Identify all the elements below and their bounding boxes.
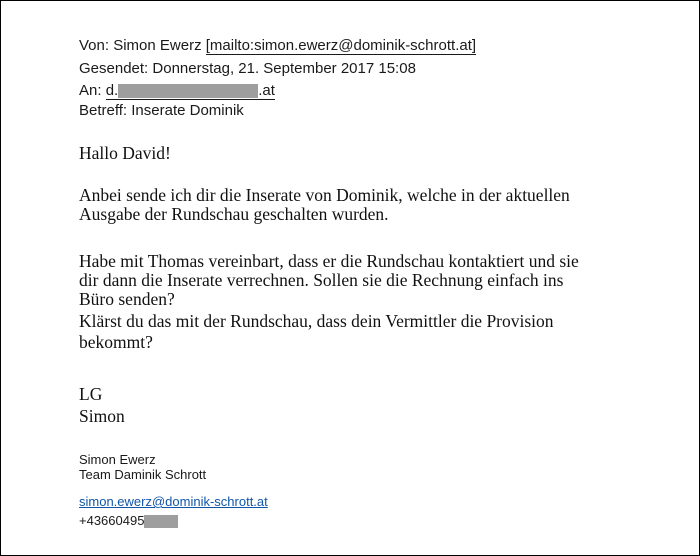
to-address-prefix: d.	[105, 82, 119, 99]
from-mailto-link[interactable]: [mailto:simon.ewerz@dominik-schrott.at]	[205, 37, 477, 54]
greeting: Hallo David!	[79, 143, 171, 163]
subject-label: Betreff:	[79, 102, 128, 119]
sent-label: Gesendet:	[79, 60, 149, 77]
sent-value: Donnerstag, 21. September 2017 15:08	[152, 60, 416, 77]
from-label: Von:	[79, 37, 110, 54]
paragraph-2-line-2: dir dann die Inserate verrechnen. Sollen sie die Rechnung einfach ins	[79, 270, 564, 290]
to-address[interactable]	[106, 82, 275, 100]
paragraph-1-line-1: Anbei sende ich dir die Inserate von Dominik, welche in der aktuellen	[79, 185, 570, 205]
paragraph-1-line-2: Ausgabe der Rundschau geschalten wurden.	[79, 204, 389, 224]
phone-redaction-block	[144, 515, 178, 528]
paragraph-2-line-1: Habe mit Thomas vereinbart, dass er die Rundschau kontaktiert und sie	[79, 251, 579, 271]
from-line	[79, 37, 476, 54]
to-line	[79, 82, 275, 99]
paragraph-3-line-1: Klärst du das mit der Rundschau, dass dein Vermittler die Provision	[79, 311, 554, 331]
from-name: Simon Ewerz	[113, 37, 202, 54]
signature-phone	[79, 513, 178, 528]
sent-line	[79, 60, 416, 77]
closing-name: Simon	[79, 406, 125, 426]
closing-lg: LG	[79, 384, 103, 404]
signature-phone-prefix: +43660495	[79, 513, 145, 528]
subject-line	[79, 102, 244, 119]
signature-name: Simon Ewerz	[79, 452, 156, 467]
to-address-suffix: .at	[258, 82, 275, 99]
signature-team: Team Daminik Schrott	[79, 467, 207, 482]
paragraph-3-line-2: bekommt?	[79, 332, 153, 352]
subject-value: Inserate Dominik	[131, 102, 244, 119]
signature-email-link[interactable]: simon.ewerz@dominik-schrott.at	[79, 494, 268, 509]
paragraph-2-line-3: Büro senden?	[79, 289, 175, 309]
redaction-block	[118, 84, 258, 98]
to-label: An:	[79, 82, 102, 99]
